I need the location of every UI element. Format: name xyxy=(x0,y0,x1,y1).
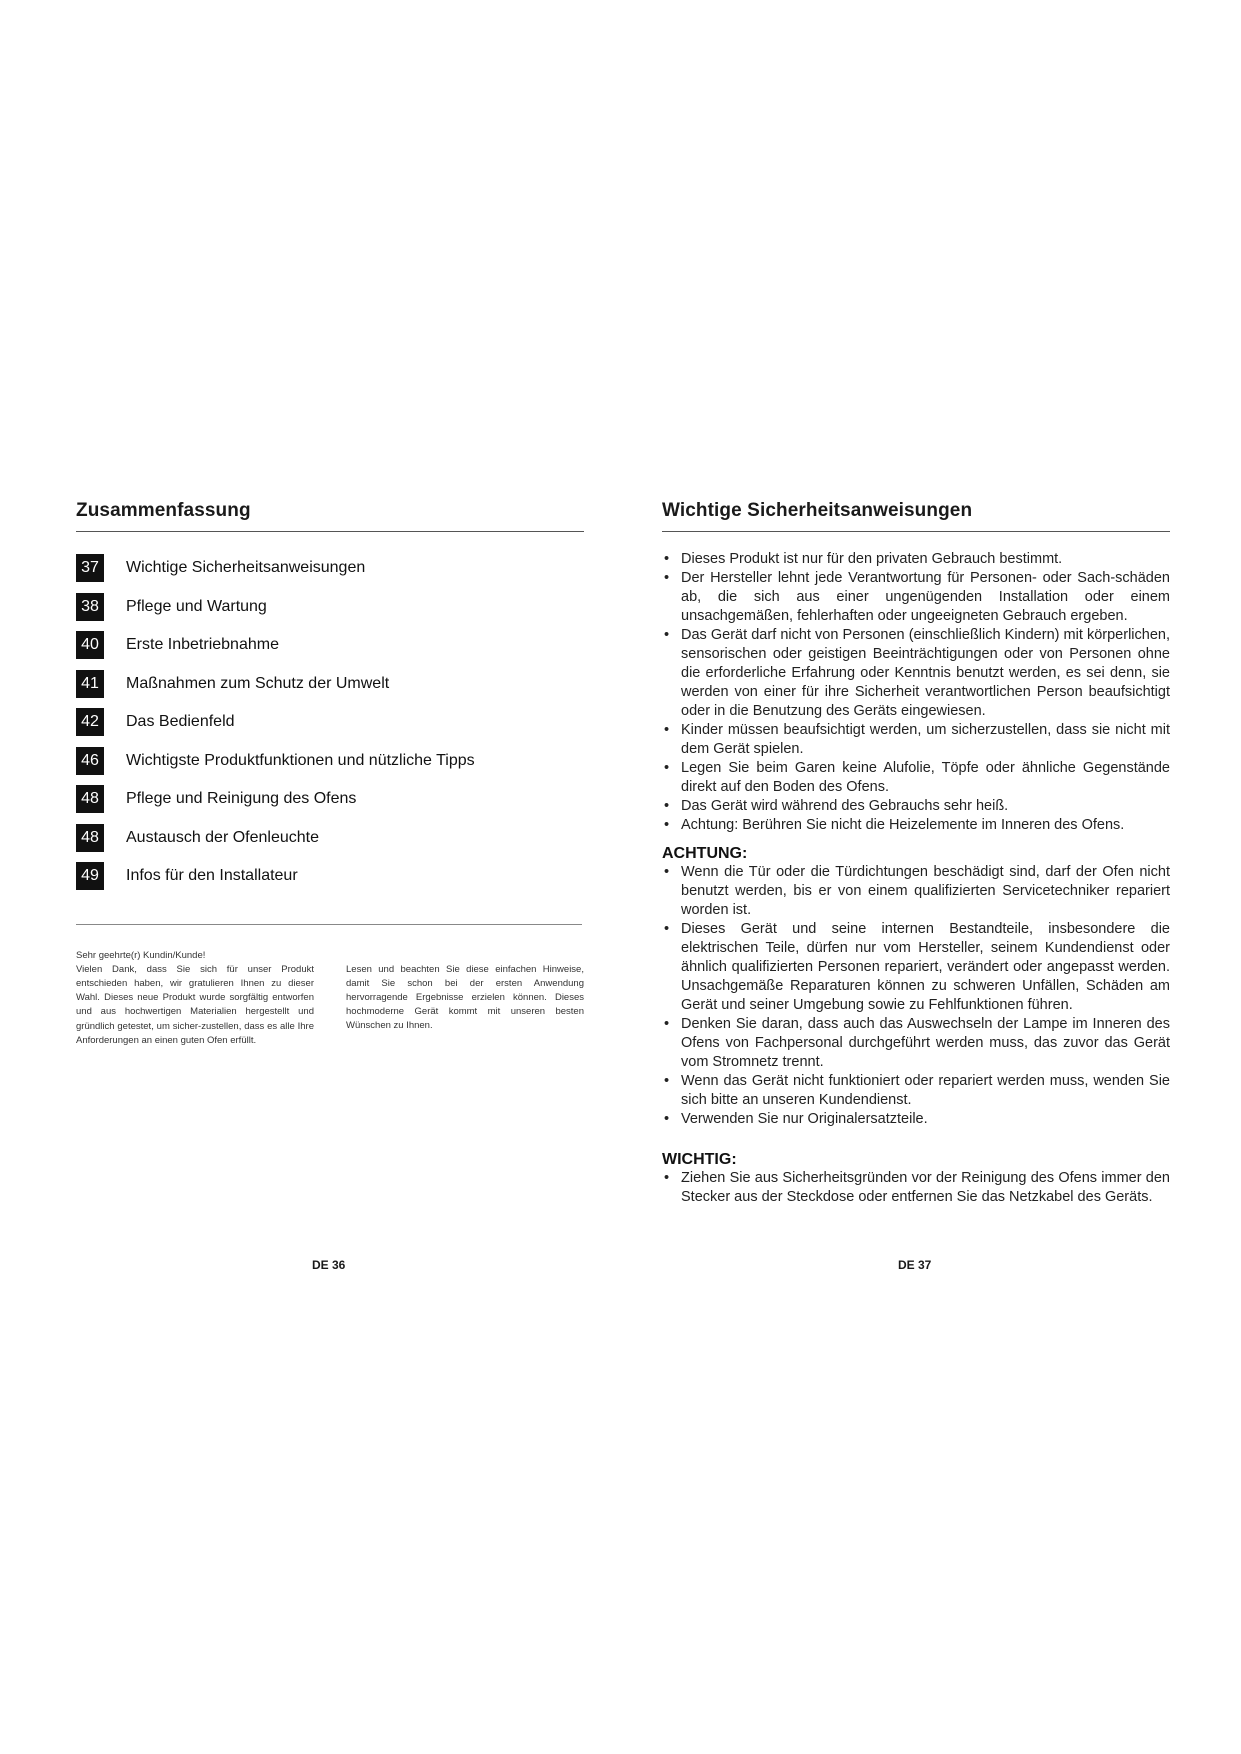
toc-item[interactable] xyxy=(76,703,584,742)
list-item: • Dieses Gerät und seine internen Bestandteile, insbesondere die elektrischen Teile, dürfen nur vom Hersteller, seinem Kundendienst oder ähnlich qualifizierten Personen repariert, verändert oder angepasst werden. Unsachgemäße Reparaturen können zu schweren Unfällen, Schäden am Gerät und seiner Umgebung sowie zu Fehlfunktionen führen. xyxy=(662,920,1170,1015)
list-item: • Achtung: Berühren Sie nicht die Heizelemente im Inneren des Ofens. xyxy=(662,816,1170,835)
intro-paragraph-2: Lesen und beachten Sie diese einfachen Hinweise, damit Sie schon bei der ersten Anwendung hervorragende Ergebnisse erzielen können. Dieses hochmoderne Gerät kommt mit unseren besten Wünschen zu Ihnen. xyxy=(346,963,584,1032)
list-item: • Kinder müssen beaufsichtigt werden, um sicherzustellen, dass sie nicht mit dem Gerät spielen. xyxy=(662,721,1170,759)
list-item: • Wenn das Gerät nicht funktioniert oder repariert werden muss, wenden Sie sich bitte an unseren Kundendienst. xyxy=(662,1072,1170,1110)
achtung-heading: ACHTUNG: xyxy=(662,845,748,862)
page-number-right: DE 37 xyxy=(898,1258,932,1272)
toc-item[interactable] xyxy=(76,780,584,819)
list-item: • Das Gerät wird während des Gebrauchs sehr heiß. xyxy=(662,797,1170,816)
toc-page-number: 46 xyxy=(76,747,104,775)
right-page xyxy=(662,500,1170,1207)
divider xyxy=(76,924,582,925)
toc-page-number: 48 xyxy=(76,824,104,852)
list-item: • Wenn die Tür oder die Türdichtungen beschädigt sind, darf der Ofen nicht benutzt werden, bis er von einem qualifizierten Servicetechniker repariert worden ist. xyxy=(662,863,1170,920)
left-page xyxy=(76,500,584,1048)
toc-item[interactable] xyxy=(76,626,584,665)
wichtig-heading: WICHTIG: xyxy=(662,1151,737,1168)
toc-label: Maßnahmen zum Schutz der Umwelt xyxy=(126,674,390,692)
page-number-left: DE 36 xyxy=(312,1258,346,1272)
toc-item[interactable] xyxy=(76,857,584,896)
safety-list xyxy=(662,550,1170,835)
list-item: • Der Hersteller lehnt jede Verantwortung für Personen- oder Sach-schäden ab, die sich aus einer ungenügenden Installation oder einem unsachgemäßen, fehlerhaften oder ungeeigneten Gebrauch ergeben. xyxy=(662,569,1170,626)
toc-label: Das Bedienfeld xyxy=(126,713,235,731)
intro-column-2 xyxy=(346,949,584,1048)
toc-label: Austausch der Ofenleuchte xyxy=(126,828,320,846)
toc-label: Pflege und Reinigung des Ofens xyxy=(126,790,357,808)
toc-label: Wichtige Sicherheitsanweisungen xyxy=(126,559,366,577)
toc-item[interactable] xyxy=(76,588,584,627)
right-page-title: Wichtige Sicherheitsanweisungen xyxy=(662,500,1170,532)
list-item: • Verwenden Sie nur Originalersatzteile. xyxy=(662,1110,1170,1129)
toc-item[interactable] xyxy=(76,549,584,588)
toc-label: Infos für den Installateur xyxy=(126,867,298,885)
toc-page-number: 37 xyxy=(76,554,104,582)
wichtig-list xyxy=(662,1169,1170,1207)
intro-column-1 xyxy=(76,949,314,1048)
toc-label: Erste Inbetriebnahme xyxy=(126,636,279,654)
list-item: • Das Gerät darf nicht von Personen (einschließlich Kindern) mit körperlichen, sensorischen oder geistigen Beeinträchtigungen oder von Personen ohne die erforderliche Erfahrung oder Kenntnis benutzt werden, es sei denn, sie werden von einer für ihre Sicherheit verantwortlichen Person beaufsichtigt oder in die Benutzung des Geräts eingewiesen. xyxy=(662,626,1170,721)
intro-text xyxy=(76,949,584,1048)
toc-item[interactable] xyxy=(76,819,584,858)
toc-page-number: 49 xyxy=(76,862,104,890)
toc-page-number: 41 xyxy=(76,670,104,698)
left-page-title: Zusammenfassung xyxy=(76,500,584,532)
toc-page-number: 42 xyxy=(76,708,104,736)
toc-item[interactable] xyxy=(76,665,584,704)
toc-label: Wichtigste Produktfunktionen und nützliche Tipps xyxy=(126,751,475,769)
list-item: • Denken Sie daran, dass auch das Auswechseln der Lampe im Inneren des Ofens von Fachpersonal durchgeführt werden muss, das zuvor das Gerät vom Stromnetz trennt. xyxy=(662,1015,1170,1072)
achtung-list xyxy=(662,863,1170,1129)
toc-label: Pflege und Wartung xyxy=(126,597,267,615)
toc-page-number: 48 xyxy=(76,785,104,813)
toc-page-number: 40 xyxy=(76,631,104,659)
intro-paragraph-1: Vielen Dank, dass Sie sich für unser Produkt entschieden haben, wir gratulieren Ihnen zu dieser Wahl. Dieses neue Produkt wurde sorgfältig entworfen und aus hochwertigen Materialien hergestellt und gründlich getestet, um sicher-zustellen, dass es alle Ihre Anforderungen an einen guten Ofen erfüllt. xyxy=(76,963,314,1046)
table-of-contents xyxy=(76,549,584,896)
list-item: • Dieses Produkt ist nur für den privaten Gebrauch bestimmt. xyxy=(662,550,1170,569)
toc-page-number: 38 xyxy=(76,593,104,621)
greeting: Sehr geehrte(r) Kundin/Kunde! xyxy=(76,949,206,961)
list-item: • Ziehen Sie aus Sicherheitsgründen vor der Reinigung des Ofens immer den Stecker aus der Steckdose oder entfernen Sie das Netzkabel des Geräts. xyxy=(662,1169,1170,1207)
list-item: • Legen Sie beim Garen keine Alufolie, Töpfe oder ähnliche Gegenstände direkt auf den Boden des Ofens. xyxy=(662,759,1170,797)
toc-item[interactable] xyxy=(76,742,584,781)
